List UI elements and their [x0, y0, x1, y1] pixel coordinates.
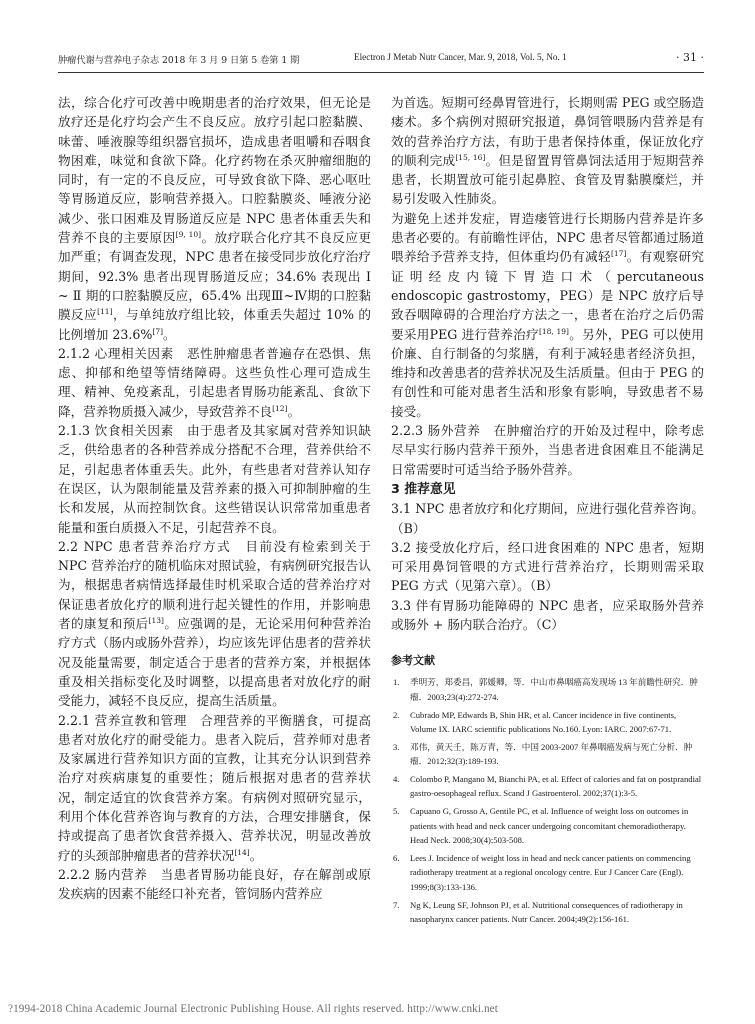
- reference-item: [391, 708, 704, 737]
- journal-title-en: Electron J Metab Nutr Cancer, Mar. 9, 2018, Vol. 5, No. 1: [354, 52, 567, 62]
- citation-marker: [9, 10]: [175, 229, 202, 239]
- reference-item: [391, 898, 704, 927]
- paragraph-text: 2.2.1 营养宣教和管理 合理营养的平衡膳食，可提高患者对放化疗的耐受能力。患者入院后，营养师对患者及家属进行营养知识方面的宣教，让其充分认识到营养治疗对疾病康复的重要性；随后根据对患者的营养状况，制定适宜的饮食营养方案。有病例对照研究显示，利用个体化营养咨询与教育的方法，合理安排膳食，保持或提高了患者饮食营养摄入、营养状况，明显改善放疗的头颈部肿瘤患者的营养状况: [58, 712, 371, 863]
- right-paragraph: [391, 538, 704, 596]
- header-rule: [58, 72, 704, 73]
- paragraph-text: 为避免上述并发症，胃造瘘管进行长期肠内营养是许多患者必要的。有前瞻性评估，NPC 患者尽管都通过肠道喂养给予营养支持，但体重均仍有减轻: [391, 210, 704, 265]
- left-paragraph: [58, 711, 371, 865]
- page-number: · 31 ·: [676, 51, 704, 64]
- references-title: 参考文献: [391, 654, 435, 668]
- paragraph-text: 2.1.2 心理相关因素 恶性肿瘤患者普遍存在恐惧、焦虑、抑郁和绝望等情绪障碍。这些负性心理可造成生理、精神、免疫紊乱，引起患者胃肠功能紊乱、食欲下降，营养物质摄入减少，导致营养不良: [58, 345, 371, 419]
- reference-number: 3.: [393, 741, 400, 752]
- reference-item: [391, 851, 704, 895]
- left-paragraph: [58, 865, 371, 904]
- paragraph-text: 。另外，PEG 可以使用价廉、自行制备的匀浆膳，有利于减轻患者经济负担，维持和改善患者的营养状况及生活质量。但由于 PEG 的有创性和可能对患者生活和形象有影响，导致患者不易接受。: [391, 326, 704, 419]
- left-column: [58, 93, 371, 903]
- paragraph-text: ，与单纯放疗组比较，体重丢失超过 10% 的比例增加 23.6%: [58, 307, 372, 342]
- paragraph-text: 。但是留置胃管鼻饲法适用于短期营养患者，长期置放可能引起鼻腔、食管及胃黏膜糜烂，并易引发吸入性肺炎。: [391, 152, 705, 207]
- reference-item: [391, 804, 704, 848]
- section-heading: 3 推荐意见: [391, 481, 456, 497]
- reference-number: 2.: [393, 709, 400, 720]
- right-column: [391, 93, 704, 930]
- paragraph-text: 。: [249, 847, 263, 863]
- paragraph-text: 2.2.2 肠内营养 当患者胃肠功能良好，存在解剖或原发疾病的因素不能经口补充者，管饲肠内营养应: [58, 866, 371, 902]
- citation-marker: [17]: [610, 249, 627, 259]
- left-paragraph: [58, 93, 371, 344]
- journal-title-cn: 肿瘤代谢与营养电子杂志 2018 年 3 月 9 日第 5 卷第 1 期: [58, 55, 300, 66]
- running-header: [58, 52, 704, 70]
- reference-item: [391, 675, 704, 704]
- citation-marker: [15, 16]: [455, 152, 486, 162]
- left-paragraph: [58, 537, 371, 711]
- citation-marker: [14]: [234, 847, 250, 857]
- reference-number: 1.: [393, 677, 400, 688]
- reference-number: 6.: [393, 852, 400, 863]
- reference-text: 邓伟，黄天壬，陈万青，等．中国 2003-2007 年鼻咽癌发病与死亡分析．肿瘤．2012;32(3):189-193.: [410, 741, 693, 767]
- paragraph-text: 3.3 伴有胃肠功能障碍的 NPC 患者，应采取肠外营养或肠外 + 肠内联合治疗。（C）: [391, 597, 704, 633]
- paragraph-text: 3.2 接受放化疗后，经口进食困难的 NPC 患者，短期可采用鼻饲管喂的方式进行营养治疗，长期则需采取 PEG 方式（见第六章）。（B）: [391, 539, 704, 594]
- citation-marker: [12]: [272, 403, 288, 413]
- paragraph-text: 。: [163, 326, 176, 342]
- right-paragraph: [391, 93, 704, 209]
- paragraph-text: 。有观察研究证明经皮内镜下胃造口术（percutaneous endoscopic gastrostomy，PEG）是 NPC 放疗后导致吞咽障碍的合理治疗方法之一，患者在治疗之后仍需要采用PEG 进行营养治疗: [391, 249, 705, 342]
- reference-text: Ng K, Leung SF, Johnson PJ, et al. Nutritional consequences of radiotherapy in nasopharynx cancer patients. Nutr Cancer. 2004;49(2):156-161.: [410, 899, 683, 925]
- paragraph-text: 2.2.3 肠外营养 在肿瘤治疗的开始及过程中，除考虑尽早实行肠内营养干预外，当患者进食困难且不能满足日常需要时可适当给予肠外营养。: [391, 423, 704, 477]
- citation-marker: [7]: [152, 326, 164, 336]
- right-paragraph: [391, 209, 704, 421]
- paragraph-text: 。放疗联合化疗其不良反应更加严重；有调查发现，NPC 患者在接受同步放化疗治疗期间，92.3% 患者出现胃肠道反应；34.6% 表现出 Ⅰ ~ Ⅱ 期的口腔黏膜反应，65.4% 出现Ⅲ~Ⅳ期的口腔黏膜反应: [58, 230, 372, 323]
- left-paragraph: [58, 421, 371, 537]
- left-paragraph: [58, 344, 371, 421]
- citation-marker: [11]: [97, 307, 113, 317]
- reference-text: Cubrado MP, Edwards B, Shin HR, et al. Cancer incidence in five continents, Volume IX. IARC scientific publications No.160. Lyon: IARC. 2007:67-71.: [410, 709, 677, 735]
- reference-text: Lees J. Incidence of weight loss in head and neck cancer patients on commencing radiotherapy treatment at a regional oncology centre. Eur J Cancer Care (Engl). 1999;8(3):133-136.: [410, 852, 691, 893]
- right-paragraph: [391, 499, 704, 538]
- paragraph-text: 2.2 NPC 患者营养治疗方式 目前没有检索到关于 NPC 营养治疗的随机临床对照试验，有病例研究报告认为，根据患者病情选择最佳时机采取合适的营养治疗对保证患者放化疗的顺利进行起关键性的作用，并影响患者的康复和预后: [58, 538, 371, 632]
- right-paragraph: [391, 421, 704, 479]
- reference-number: 4.: [393, 773, 400, 784]
- paragraph-text: 为首选。短期可经鼻胃管进行，长期则需 PEG 或空肠造瘘术。多个病例对照研究报道，鼻饲管喂肠内营养是有效的营养治疗方法，有助于患者保持体重，保证放化疗的顺利完成: [391, 95, 704, 168]
- reference-number: 7.: [393, 899, 400, 910]
- copyright-footer: ?1994-2018 China Academic Journal Electronic Publishing House. All rights reserved. http://www.cnki.net: [8, 1003, 498, 1015]
- reference-list: [391, 675, 704, 927]
- paragraph-text: 2.1.3 饮食相关因素 由于患者及其家属对营养知识缺乏，供给患者的各种营养成分搭配不合理，营养供给不足，引起患者体重丢失。此外，有些患者对营养认知存在误区，认为限制能量及营养素的摄入可抑制肿瘤的生长和发展，从而控制饮食。这些错误认识常常加重患者能量和蛋白质摄入不足，引起营养不良。: [58, 423, 371, 535]
- reference-item: [391, 772, 704, 801]
- paragraph-text: 法，综合化疗可改善中晚期患者的治疗效果，但无论是放疗还是化疗均会产生不良反应。放疗引起口腔黏膜、味蕾、唾液腺等组织器官损坏，造成患者咀嚼和吞咽食物困难，味觉和食欲下降。化疗药物在杀灭肿瘤细胞的同时，有一定的不良反应，可导致食欲下降、恶心呕吐等胃肠道反应，影响营养摄入。口腔黏膜炎、唾液分泌减少、张口困难及胃肠道反应是 NPC 患者体重丢失和营养不良的主要原因: [58, 95, 371, 246]
- citation-marker: [13]: [148, 615, 164, 625]
- reference-text: Colombo P, Mangano M, Bianchi PA, et al. Effect of calories and fat on postprandial gastro-oesophageal reflux. Scand J Gastroenterol. 2002;37(1):3-5.: [410, 773, 702, 799]
- right-paragraph: [391, 596, 704, 635]
- reference-text: 季明芳，郑委昌，郭媛卿，等．中山市鼻咽癌高发现场 13 年前瞻性研究．肿瘤．2003;23(4):272-274.: [410, 677, 698, 702]
- paragraph-text: 。: [287, 403, 301, 419]
- paragraph-text: 3.1 NPC 患者放疗和化疗期间，应进行强化营养咨询。（B）: [391, 501, 704, 536]
- reference-number: 5.: [393, 806, 400, 817]
- citation-marker: [18, 19]: [538, 326, 569, 336]
- reference-text: Capuano G, Grosso A, Gentile PC, et al. Influence of weight loss on outcomes in patients with head and neck cancer undergoing concomitant chemoradiotherapy. Head Neck. 2008;30(4):503-508.: [410, 806, 689, 846]
- reference-item: [391, 740, 704, 769]
- paragraph-text: 。应强调的是，无论采用何种营养治疗方式（肠内或肠外营养），均应该先评估患者的营养状况及能量需要，制定适合于患者的营养方案，并根据体重及相关指标变化及时调整，以提高患者对放化疗的耐受能力，减轻不良反应，提高生活质量。: [58, 616, 372, 709]
